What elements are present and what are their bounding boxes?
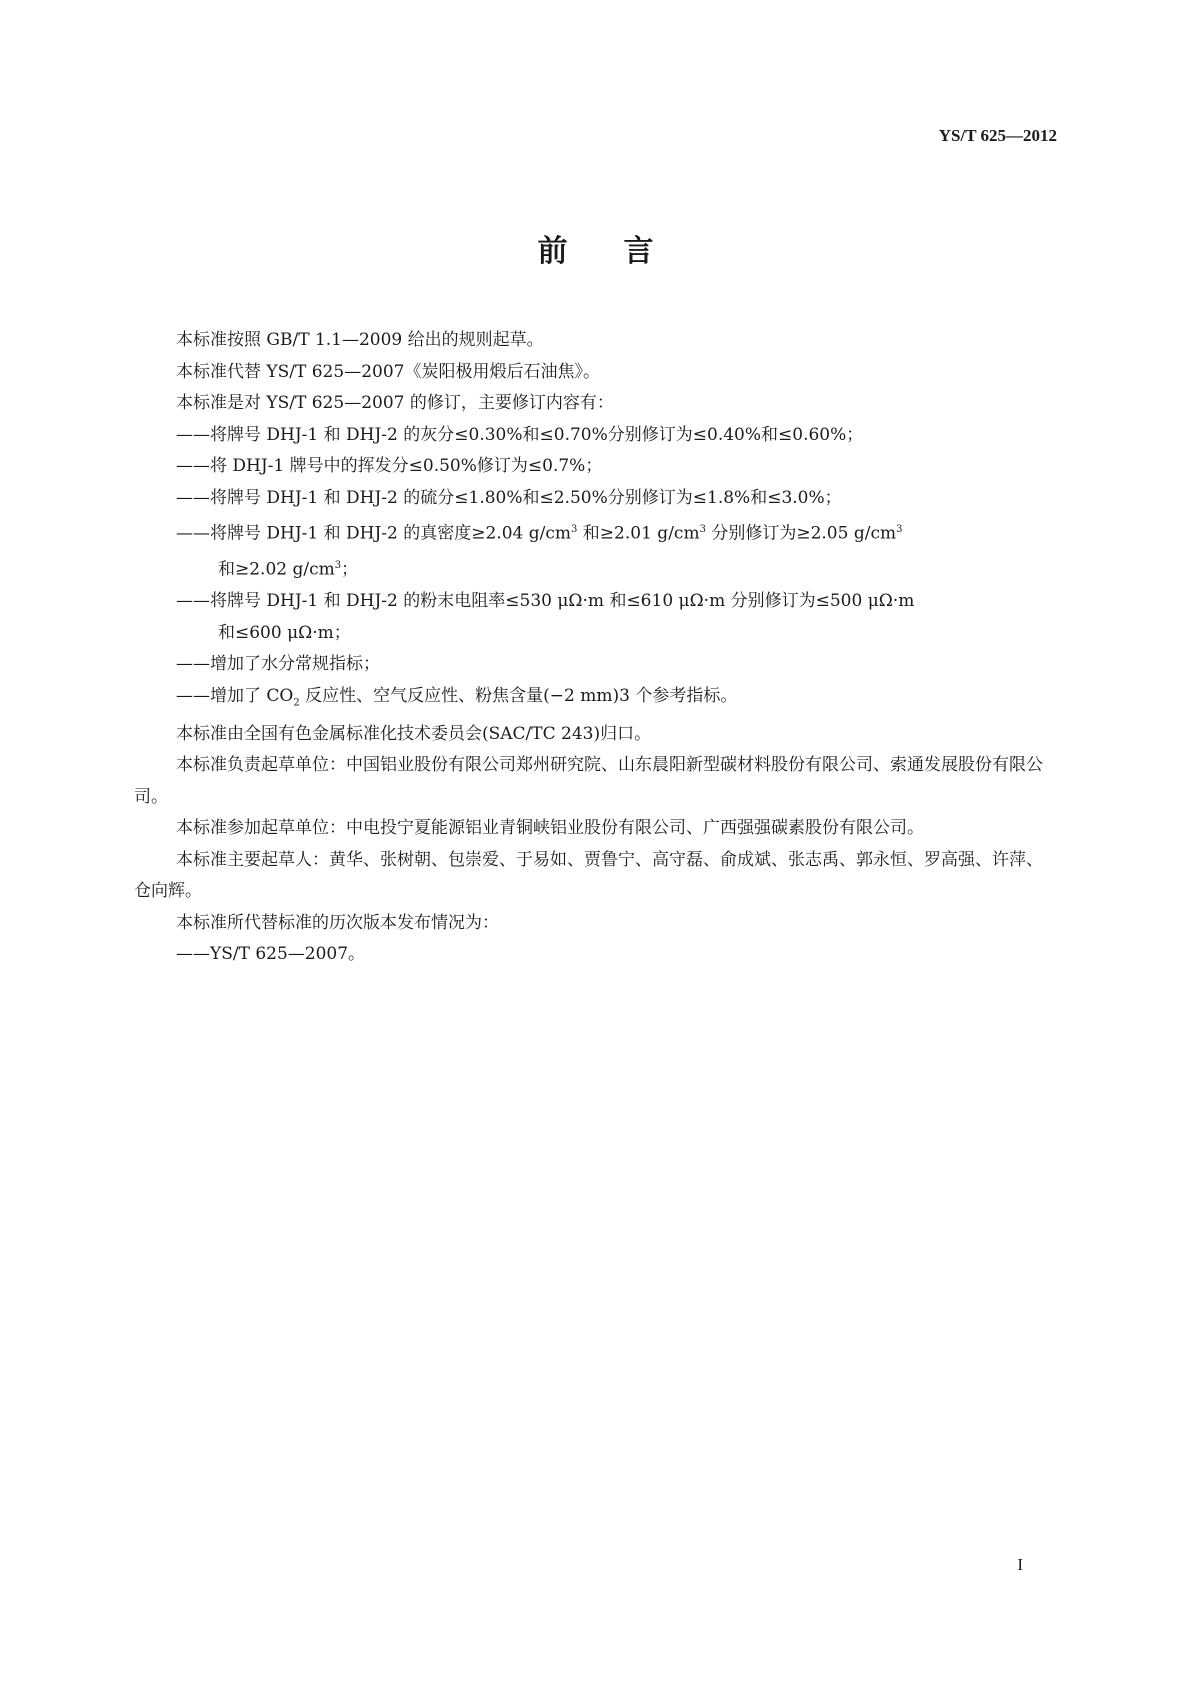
standard-code: YS/T 625—2012 <box>938 126 1057 145</box>
superscript: 3 <box>571 524 578 535</box>
paragraph: 本标准是对 YS/T 625—2007 的修订，主要修订内容有： <box>176 393 614 413</box>
list-item: ——将牌号 DHJ-1 和 DHJ-2 的硫分≤1.80%和≤2.50%分别修订为≤1.8%和≤3.0%； <box>176 487 842 508</box>
list-item: ——增加了水分常规指标； <box>176 654 380 675</box>
subscript: 2 <box>293 697 300 709</box>
text-run: 反应性、空气反应性、粉焦含量(−2 mm)3 个参考指标。 <box>299 685 738 706</box>
superscript: 3 <box>334 560 342 572</box>
list-item: ——将牌号 DHJ-1 和 DHJ-2 的灰分≤0.30%和≤0.70%分别修订为≤0.40%和≤0.60%； <box>176 424 864 445</box>
paragraph: 本标准主要起草人：黄华、张树朝、包崇爱、于易如、贾鲁宁、高守磊、俞成斌、张志禹、郭永恒、罗高强、许萍、仓向辉。 <box>134 849 1043 902</box>
superscript: 3 <box>699 524 706 535</box>
document-body <box>134 325 1059 971</box>
text-run: ——增加了 CO <box>176 685 294 706</box>
text-run: ——将牌号 DHJ-1 和 DHJ-2 的真密度≥2.04 g/cm <box>176 523 572 544</box>
paragraph: 本标准按照 GB/T 1.1—2009 给出的规则起草。 <box>176 330 544 350</box>
paragraph: 本标准代替 YS/T 625—2007《炭阳极用煅后石油焦》。 <box>176 361 600 382</box>
text-run: 和≥2.02 g/cm <box>218 559 335 580</box>
page-number: I <box>1017 1555 1023 1574</box>
paragraph: 本标准所代替标准的历次版本发布情况为： <box>176 912 499 933</box>
text-run: 和≥2.01 g/cm <box>577 523 700 544</box>
list-item <box>134 514 1059 586</box>
superscript: 3 <box>896 524 903 535</box>
paragraph: 本标准由全国有色金属标准化技术委员会(SAC/TC 243)归口。 <box>176 723 652 744</box>
text-run: ； <box>341 559 359 580</box>
text-run: 分别修订为≥2.05 g/cm <box>705 523 897 544</box>
list-item <box>134 681 1059 719</box>
paragraph: 本标准负责起草单位：中国铝业股份有限公司郑州研究院、山东晨阳新型碳材料股份有限公司、索通发展股份有限公司。 <box>134 755 1043 807</box>
list-item-line: 和≤600 μΩ·m； <box>218 622 351 643</box>
paragraph: 本标准参加起草单位：中电投宁夏能源铝业青铜峡铝业股份有限公司、广西强强碳素股份有限公司。 <box>176 818 924 839</box>
list-item <box>134 586 1059 649</box>
list-item-line <box>176 550 1059 586</box>
list-item: ——将 DHJ-1 牌号中的挥发分≤0.50%修订为≤0.7%； <box>176 456 603 476</box>
list-item-line <box>176 514 1059 550</box>
page-title: 前言 <box>537 234 710 269</box>
list-item: ——YS/T 625—2007。 <box>176 944 366 965</box>
list-item-line: ——将牌号 DHJ-1 和 DHJ-2 的粉末电阻率≤530 μΩ·m 和≤610 μΩ·m 分别修订为≤500 μΩ·m <box>176 591 915 612</box>
